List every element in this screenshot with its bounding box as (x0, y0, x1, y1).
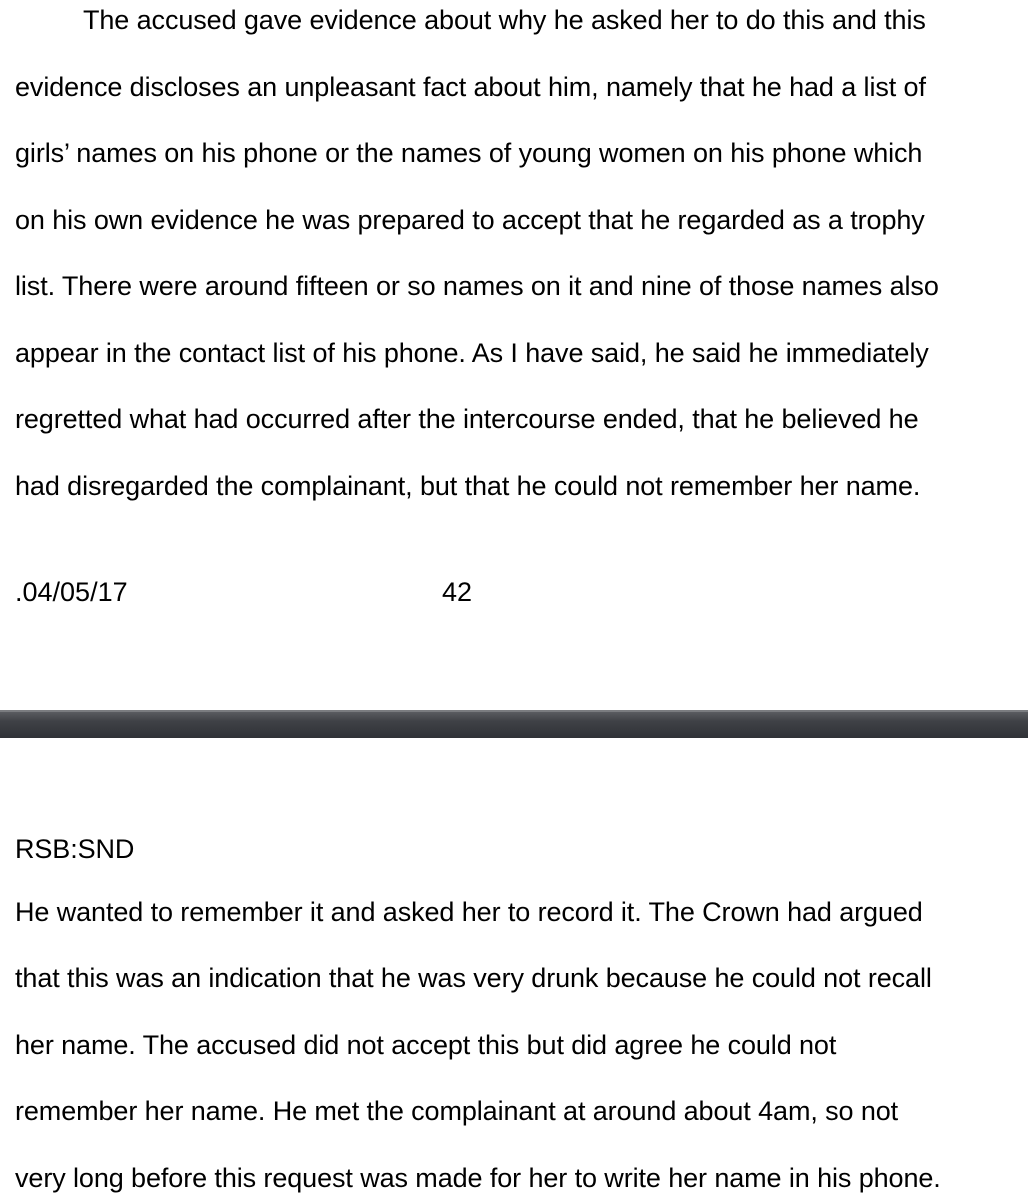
paragraph-line: girls’ names on his phone or the names of young women on his phone which (15, 138, 923, 168)
page-divider-edge (1028, 710, 1034, 738)
paragraph-line: The accused gave evidence about why he asked her to do this and this (83, 5, 926, 35)
footer-date: .04/05/17 (15, 577, 128, 607)
paragraph-line: regretted what had occurred after the intercourse ended, that he believed he (15, 404, 919, 434)
paragraph-line: that this was an indication that he was very drunk because he could not recall (15, 963, 932, 993)
paragraph-line: had disregarded the complainant, but that he could not remember her name. (15, 471, 921, 501)
paragraph-line: her name. The accused did not accept this but did agree he could not (15, 1030, 837, 1060)
paragraph-line: He wanted to remember it and asked her to record it. The Crown had argued (15, 897, 923, 927)
paragraph-line: remember her name. He met the complainant at around about 4am, so not (15, 1096, 899, 1126)
footer-page-number: 42 (442, 577, 473, 607)
paragraph-line: very long before this request was made for her to write her name in his phone. (15, 1163, 941, 1193)
header-reference: RSB:SND (15, 834, 135, 864)
document-page-bottom (0, 738, 1034, 1200)
paragraph-line: appear in the contact list of his phone. As I have said, he said he immediately (15, 338, 929, 368)
page-divider (0, 710, 1034, 738)
paragraph-line: on his own evidence he was prepared to accept that he regarded as a trophy (15, 205, 925, 235)
paragraph-line: evidence discloses an unpleasant fact about him, namely that he had a list of (15, 72, 926, 102)
paragraph-line: list. There were around fifteen or so names on it and nine of those names also (15, 271, 939, 301)
